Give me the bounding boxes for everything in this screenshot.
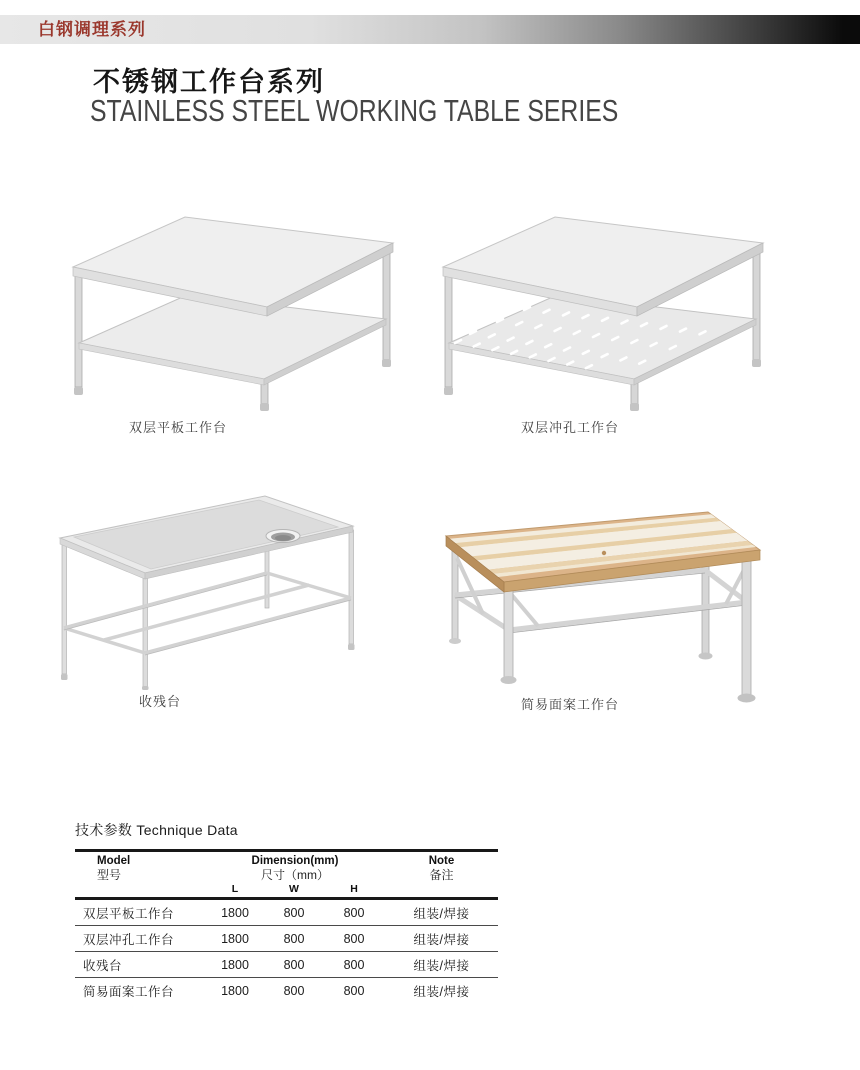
product-figure-flat-table xyxy=(55,195,400,417)
technique-data-section xyxy=(75,820,498,1003)
collection-table-illustration xyxy=(50,478,365,690)
cell-model: 收残台 xyxy=(75,952,205,978)
col-header-l: L xyxy=(231,883,239,895)
col-header-note-en: Note xyxy=(428,855,455,867)
cell-note: 组装/焊接 xyxy=(385,899,498,926)
cell-h: 800 xyxy=(323,899,385,926)
cell-l: 1800 xyxy=(205,899,265,926)
cell-h: 800 xyxy=(323,926,385,952)
cell-model: 简易面案工作台 xyxy=(83,985,175,999)
caption-punched-table: 双层冲孔工作台 xyxy=(520,420,619,435)
technique-data-heading: 技术参数 Technique Data xyxy=(75,822,238,838)
col-header-w: W xyxy=(289,883,299,895)
col-header-note xyxy=(385,851,498,899)
pastry-table-illustration xyxy=(408,498,770,708)
stretcher-frame xyxy=(64,573,351,653)
cell-l: 1800 xyxy=(221,984,249,998)
page-title-en: STAINLESS STEEL WORKING TABLE SERIES xyxy=(90,93,619,128)
caption-flat-table: 双层平板工作台 xyxy=(128,420,227,435)
cell-l: 1800 xyxy=(205,926,265,952)
col-header-dimension xyxy=(205,851,385,883)
flat-table-illustration xyxy=(55,195,400,417)
page-title-zh: 不锈钢工作台系列 xyxy=(93,67,325,97)
col-header-model xyxy=(75,851,205,899)
spec-table-header xyxy=(75,851,498,899)
table-row xyxy=(75,952,498,978)
col-header-note-zh: 备注 xyxy=(429,868,454,882)
cell-note: 组装/焊接 xyxy=(413,985,470,999)
cell-note: 组装/焊接 xyxy=(385,952,498,978)
cell-h: 800 xyxy=(343,984,365,998)
col-header-h: H xyxy=(350,883,358,895)
cell-model: 双层冲孔工作台 xyxy=(75,926,205,952)
cell-model: 双层平板工作台 xyxy=(75,899,205,926)
cell-h: 800 xyxy=(323,952,385,978)
caption-collection-table: 收残台 xyxy=(138,694,181,709)
series-label: 白钢调理系列 xyxy=(38,20,146,39)
table-row xyxy=(75,978,498,1004)
spec-table xyxy=(75,849,498,1003)
cell-l: 1800 xyxy=(205,952,265,978)
punched-table-illustration xyxy=(425,195,770,417)
caption-pastry-table: 简易面案工作台 xyxy=(520,697,619,712)
col-header-model-zh: 型号 xyxy=(97,868,122,882)
table-row xyxy=(75,899,498,926)
col-header-dimension-zh: 尺寸（mm） xyxy=(261,868,329,882)
product-figure-pastry-table xyxy=(408,498,770,708)
cell-w: 800 xyxy=(265,926,323,952)
series-header-band xyxy=(0,15,860,44)
table-row xyxy=(75,926,498,952)
product-figure-punched-table xyxy=(425,195,770,417)
col-header-dimension-en: Dimension(mm) xyxy=(251,855,339,867)
cell-w: 800 xyxy=(265,952,323,978)
product-figure-collection-table xyxy=(50,478,365,690)
col-header-model-en: Model xyxy=(97,855,131,867)
cell-w: 800 xyxy=(265,899,323,926)
cell-w: 800 xyxy=(283,984,305,998)
cell-note: 组装/焊接 xyxy=(385,926,498,952)
